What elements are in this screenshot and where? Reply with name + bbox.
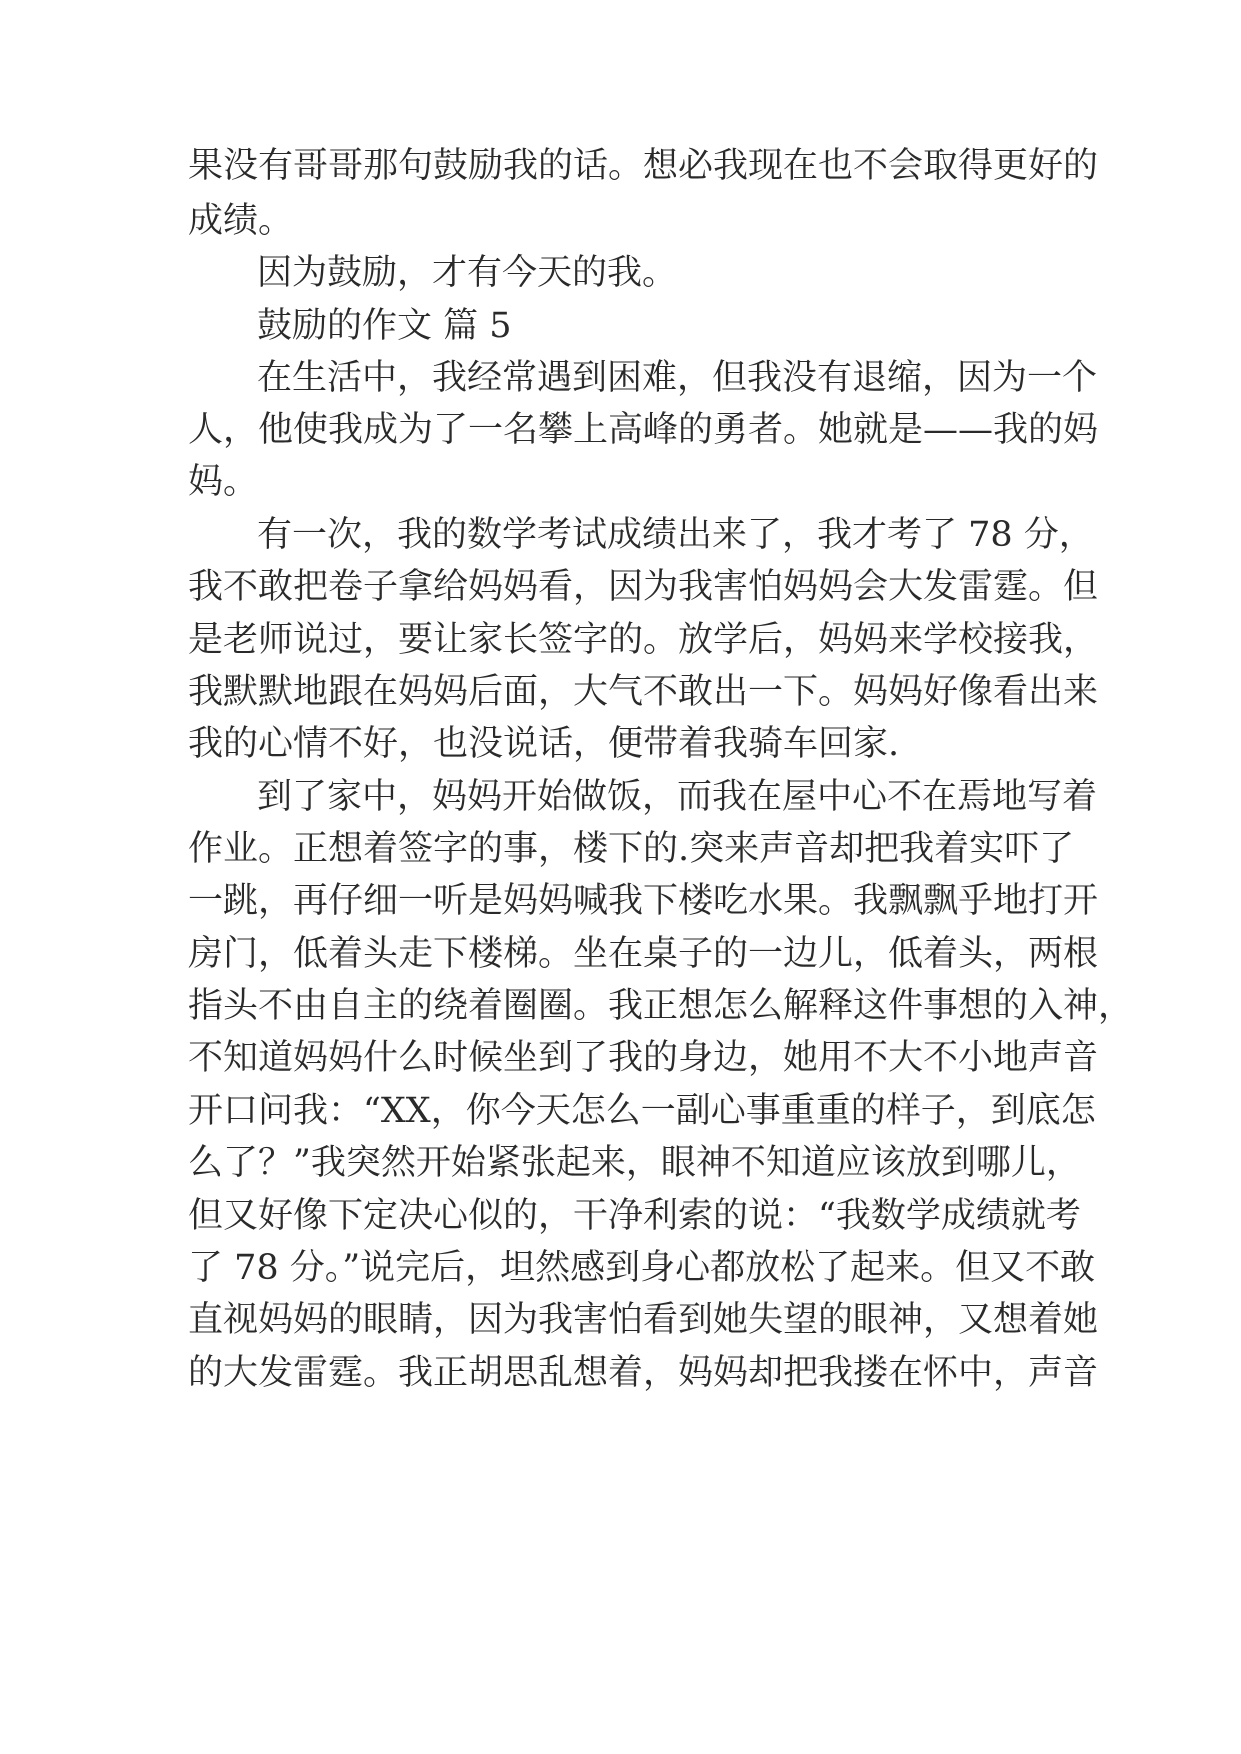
text-line: 我不敢把卷子拿给妈妈看，因为我害怕妈妈会大发雷霆。但 [188,567,1099,607]
text-line: 指头不由自主的绕着圈圈。我正想怎么解释这件事想的入神， [188,986,1134,1026]
text-line: 房门，低着头走下楼梯。坐在桌子的一边儿，低着头，两根 [188,934,1099,974]
section-heading: 鼓励的作文 篇 5 [257,306,512,346]
text-line: 到了家中，妈妈开始做饭，而我在屋中心不在焉地写着 [257,777,1098,817]
text-line: 不知道妈妈什么时候坐到了我的身边，她用不大不小地声音 [188,1038,1099,1078]
text-line: 是老师说过，要让家长签字的。放学后，妈妈来学校接我， [188,620,1099,660]
text-line: 直视妈妈的眼睛，因为我害怕看到她失望的眼神，又想着她 [188,1300,1099,1340]
text-line: 果没有哥哥那句鼓励我的话。想必我现在也不会取得更好的 [188,146,1099,186]
text-line: 妈。 [188,462,259,502]
text-line: 作业。正想着签字的事，楼下的.突来声音却把我着实吓了 [188,829,1075,869]
text-line: 人，他使我成为了一名攀上高峰的勇者。她就是——我的妈 [188,410,1099,450]
text-line: 在生活中，我经常遇到困难，但我没有退缩，因为一个 [257,358,1098,398]
text-line: 一跳，再仔细一听是妈妈喊我下楼吃水果。我飘飘乎地打开 [188,881,1099,921]
text-line: 成绩。 [188,201,294,241]
text-line: 么了？”我突然开始紧张起来，眼神不知道应该放到哪儿， [188,1143,1081,1183]
text-line: 了 78 分。”说完后，坦然感到身心都放松了起来。但又不敢 [188,1248,1096,1288]
text-line: 有一次，我的数学考试成绩出来了，我才考了 78 分， [257,515,1094,555]
text-line: 我默默地跟在妈妈后面，大气不敢出一下。妈妈好像看出来 [188,672,1099,712]
text-line: 但又好像下定决心似的，干净利索的说：“我数学成绩就考 [188,1196,1081,1236]
text-line: 因为鼓励，才有今天的我。 [257,253,678,293]
text-line: 开口问我：“XX，你今天怎么一副心事重重的样子，到底怎 [188,1091,1096,1131]
text-line: 的大发雷霆。我正胡思乱想着，妈妈却把我搂在怀中，声音 [188,1353,1099,1393]
text-line: 我的心情不好，也没说话，便带着我骑车回家. [188,724,900,764]
